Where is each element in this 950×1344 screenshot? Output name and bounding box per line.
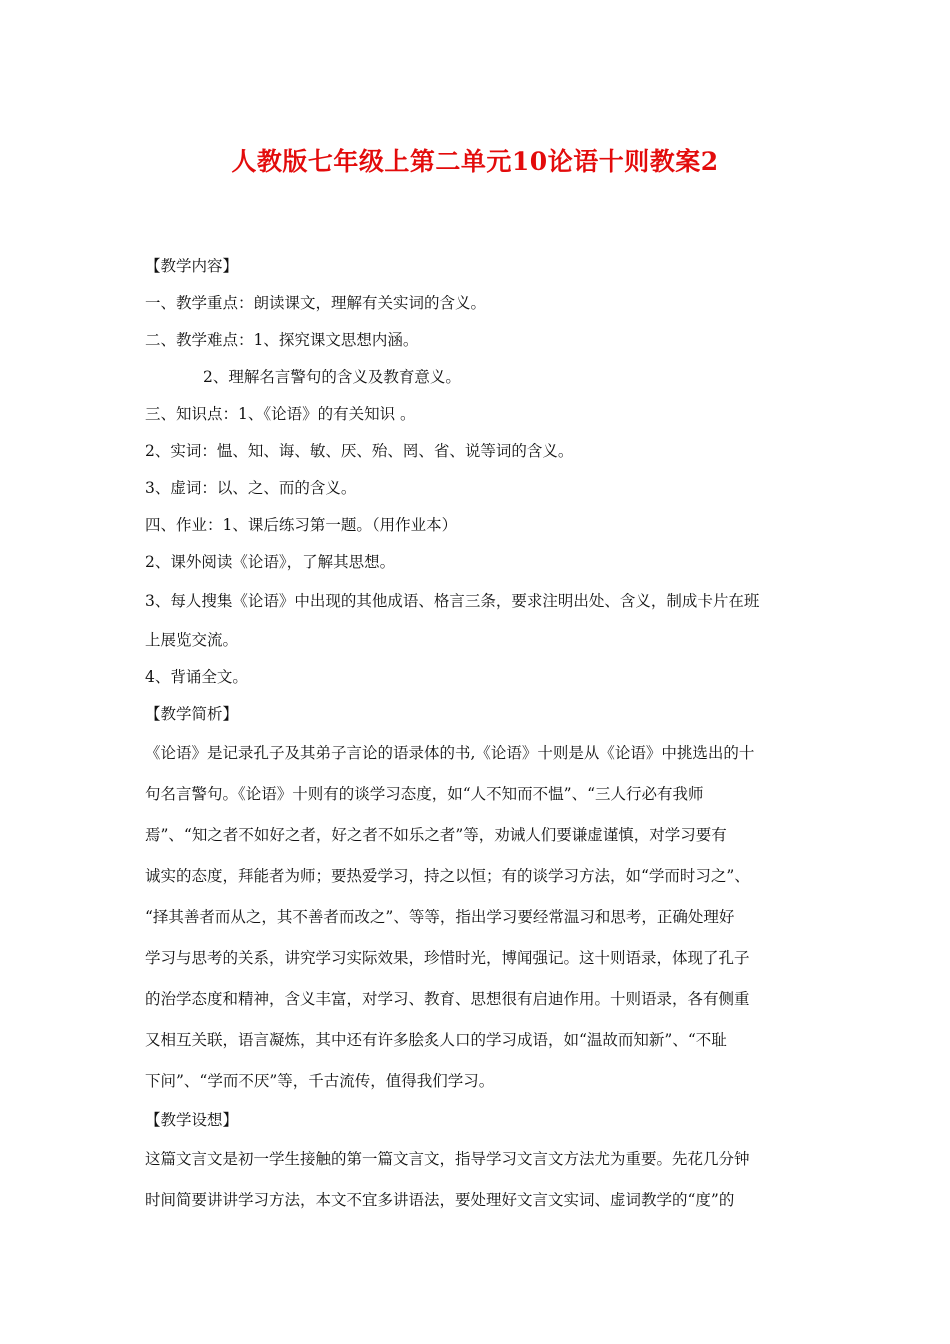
section-heading-design: 【教学设想】 (145, 1111, 239, 1129)
difficulty-line: 二、教学难点：1、探究课文思想内涵。 (145, 331, 419, 349)
analysis-paragraph (145, 733, 815, 1102)
knowledge-line: 三、知识点：1、《论语》的有关知识 。 (145, 405, 416, 423)
homework-line-3a: 3、每人搜集《论语》中出现的其他成语、格言三条，要求注明出处、含义，制成卡片在班 (145, 592, 760, 610)
homework-line: 四、作业：1、课后练习第一题。（用作业本） (145, 516, 458, 534)
analysis-line: 学习与思考的关系，讲究学习实际效果，珍惜时光，博闻强记。这十则语录，体现了孔子 (145, 949, 750, 967)
section-heading-content: 【教学内容】 (145, 257, 239, 275)
design-line: 时间简要讲讲学习方法，本文不宜多讲语法，要处理好文言文实词、虚词教学的“度”的 (145, 1191, 735, 1209)
analysis-line: 又相互关联，语言凝炼，其中还有许多脍炙人口的学习成语，如“温故而知新”、“不耻 (145, 1031, 727, 1049)
design-line: 这篇文言文是初一学生接触的第一篇文言文，指导学习文言文方法尤为重要。先花几分钟 (145, 1150, 750, 1168)
key-points-line: 一、教学重点：朗读课文，理解有关实词的含义。 (145, 294, 487, 312)
analysis-line: 的治学态度和精神，含义丰富，对学习、教育、思想很有启迪作用。十则语录，各有侧重 (145, 990, 750, 1008)
homework-line-4: 4、背诵全文。 (145, 668, 248, 686)
section-heading-analysis: 【教学简析】 (145, 705, 239, 723)
homework-line-3b: 上展览交流。 (145, 631, 239, 649)
design-paragraph (145, 1139, 815, 1221)
analysis-line: “择其善者而从之，其不善者而改之”、等等，指出学习要经常温习和思考，正确处理好 (145, 908, 735, 926)
document-title: 人教版七年级上第二单元10论语十则教案2 (231, 147, 719, 176)
analysis-line: 诚实的态度，拜能者为师；要热爱学习，持之以恒；有的谈学习方法，如“学而时习之”、 (145, 867, 750, 885)
analysis-line: 焉”、“知之者不如好之者，好之者不如乐之者”等，劝诫人们要谦虚谨慎，对学习要有 (145, 826, 727, 844)
analysis-line: 《论语》是记录孔子及其弟子言论的语录体的书,《论语》十则是从《论语》中挑选出的十 (145, 744, 755, 762)
analysis-line: 下问”、“学而不厌”等，千古流传，值得我们学习。 (145, 1072, 495, 1090)
difficulty-sub-line: 2、理解名言警句的含义及教育意义。 (203, 368, 461, 386)
analysis-line: 句名言警句。《论语》十则有的谈学习态度，如“人不知而不愠”、“三人行必有我师 (145, 785, 704, 803)
document-body (145, 248, 815, 1221)
function-words-line: 3、虚词：以、之、而的含义。 (145, 479, 357, 497)
homework-line-2: 2、课外阅读《论语》，了解其思想。 (145, 553, 396, 571)
notional-words-line: 2、实词：愠、知、诲、敏、厌、殆、罔、省、说等词的含义。 (145, 442, 574, 460)
